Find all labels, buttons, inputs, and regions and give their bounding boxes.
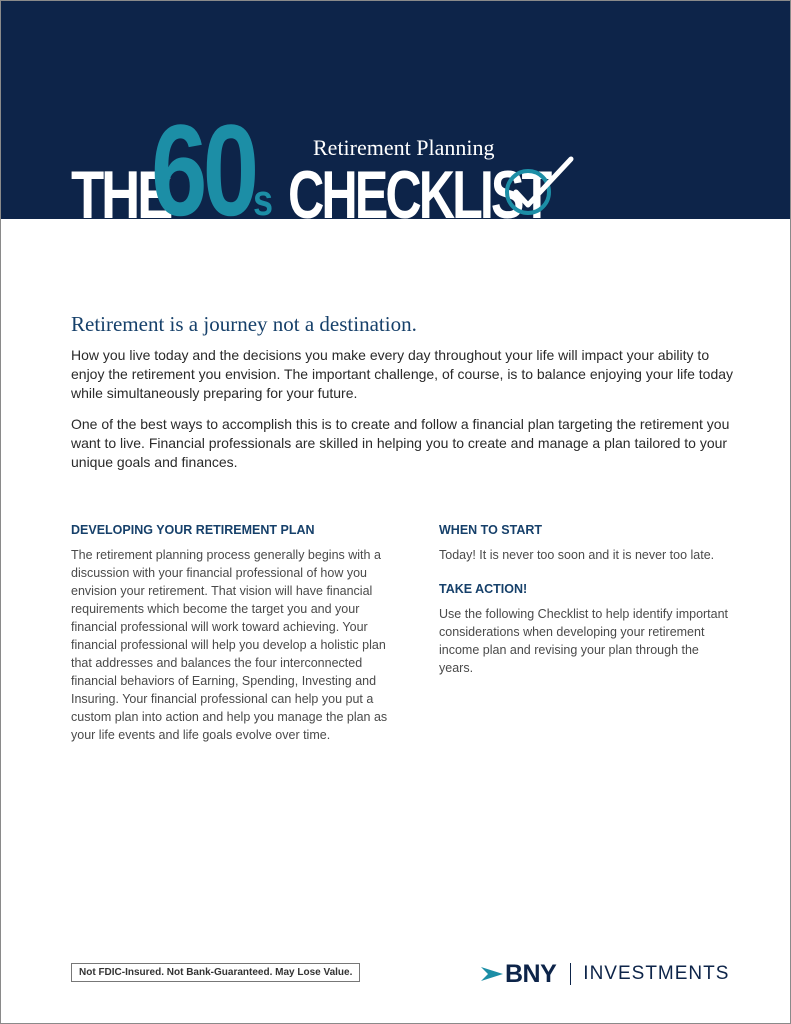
logo-division: INVESTMENTS — [583, 963, 730, 984]
checkmark-circle-icon — [503, 155, 575, 221]
banner-subtitle: Retirement Planning — [313, 135, 495, 160]
logo-brand: BNY — [505, 959, 557, 988]
intro-paragraph-2: One of the best ways to accomplish this is to create and follow a financial plan targeting the retirement you want to live. Financial professionals are skilled in helping you to create and manage a plan tailored to your unique goals and finances. — [71, 416, 730, 470]
intro-headline: Retirement is a journey not a destination. — [71, 312, 417, 336]
developing-plan-heading: DEVELOPING YOUR RETIREMENT PLAN — [71, 523, 315, 537]
title-checklist: CHECKLIST — [288, 157, 550, 233]
title-60: 60 — [151, 97, 255, 243]
bny-investments-logo — [481, 960, 729, 988]
take-action-heading: TAKE ACTION! — [439, 582, 528, 596]
title-the: THE — [71, 157, 171, 233]
bny-arrow-icon — [481, 965, 503, 983]
when-to-start-heading: WHEN TO START — [439, 523, 543, 537]
fdic-disclaimer: Not FDIC-Insured. Not Bank-Guaranteed. May Lose Value. — [71, 963, 360, 982]
when-to-start-body: Today! It is never too soon and it is never too late. — [439, 548, 715, 562]
logo-divider — [570, 963, 571, 985]
take-action-body: Use the following Checklist to help identify important considerations when developing your retirement income plan and revising your plan through the years. — [439, 607, 729, 675]
intro-paragraph-1: How you live today and the decisions you make every day throughout your life will impact your ability to enjoy the retirement you envision. The important challenge, of course, is to balance enjoying your life today while simultaneously preparing for your future. — [71, 347, 734, 401]
title-s: s — [253, 176, 274, 225]
developing-plan-body: The retirement planning process generally begins with a discussion with your financial professional of how you envision your retirement. That vision will have financial requirements which become the target you and your financial professional will work toward achieving. Your financial professional will help you develop a holistic plan that addresses and balances the four interconnected financial behaviors of Earning, Spending, Investing and Insuring. Your financial professional can help you put a custom plan into action and help you manage the plan as your life events and life goals evolve over time. — [71, 548, 388, 742]
title-banner — [1, 1, 790, 243]
